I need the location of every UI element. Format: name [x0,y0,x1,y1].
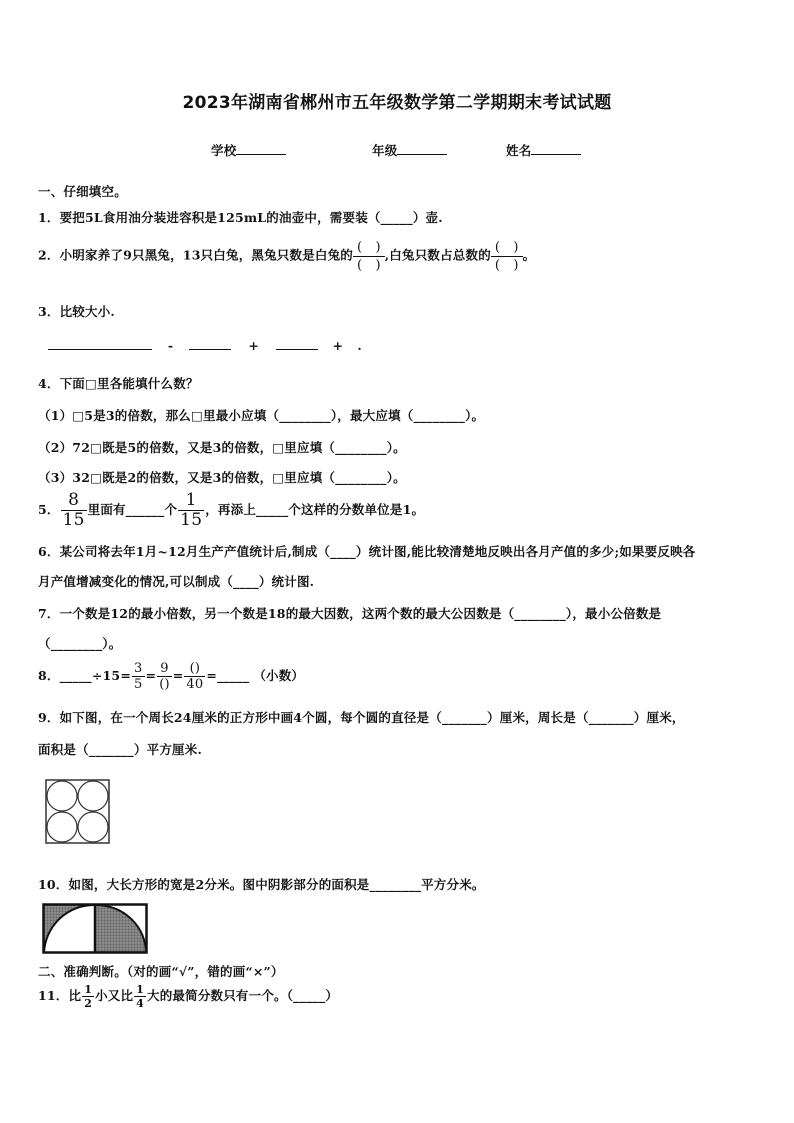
q8-tail: （小数） [253,668,305,683]
question-1: 1．要把5L食用油分装进容积是125mL的油壶中，需要装（_____）壶. [38,210,443,225]
q5-fraction-1-15: $\frac{1}{15}$ [180,490,203,530]
q2-part3: 。 [522,247,536,263]
school-blank[interactable] [236,142,286,155]
question-9-line-2: 面积是（_______）平方厘米. [38,742,203,757]
q5-text-1: 里面有______个 [87,502,178,517]
question-6-line-2: 月产值增减变化的情况,可以制成（____）统计图. [38,574,315,589]
q11-text-2: 小又比 [95,988,134,1003]
q11-text-1: 比 [68,988,82,1003]
q11-number: 11． [38,988,69,1003]
grade-field[interactable] [372,141,447,159]
question-4: 4．下面□里各能填什么数？ [38,376,199,391]
q3-blank-3[interactable] [276,337,318,350]
question-4-2: （2）72□既是5的倍数，又是3的倍数，□里应填（________）。 [38,440,406,455]
q2-part1: 2．小明家养了9只黑兔，13只白兔，黑兔只数是白兔的 [38,247,353,263]
q8-number: 8． [38,668,60,683]
question-2 [38,240,535,272]
question-4-1: （1）□5是3的倍数，那么□里最小应填（________），最大应填（________）。 [38,408,485,423]
q8-fraction-3-5: $\frac{3}{5}$ [134,661,143,692]
section-2-heading: 二、准确判断。（对的画“√”，错的画“×”） [38,964,284,979]
q2-part2: ,白兔只数占总数的 [384,247,491,263]
q8-div: ÷15= [91,668,132,683]
q2-fraction-2[interactable]: $\frac{( )}{( )}$ [491,240,523,272]
question-9-line-1: 9．如下图，在一个周长24厘米的正方形中画4个圆，每个圆的直径是（_______）厘米，周长是（_______）厘米， [38,710,685,725]
q5-fraction-8-15: $\frac{8}{15}$ [62,490,85,530]
q3-dot: . [357,338,362,353]
question-5 [38,492,424,529]
question-10: 10．如图，大长方形的宽是2分米。图中阴影部分的面积是________平方分米。 [38,877,485,892]
question-3: 3．比较大小. [38,304,115,319]
q11-fraction-1-2: $\frac{1}{2}$ [84,983,93,1010]
q8-equals-2: = [172,668,184,683]
q8-equals-3: = [206,668,218,683]
q5-number: 5． [38,502,60,517]
q3-minus: - [167,338,174,353]
grade-label: 年级 [372,143,398,158]
q8-blank-2[interactable]: _____ [217,668,250,683]
q8-fraction-blank-40[interactable]: $\frac{()}{40}$ [186,661,204,692]
page-title: 2023年湖南省郴州市五年级数学第二学期期末考试试题 [182,93,612,113]
q3-plus-1: + [248,338,260,353]
school-label: 学校 [211,143,237,158]
question-7-line-1: 7．一个数是12的最小倍数，另一个数是18的最大因数，这两个数的最大公因数是（________），最小公倍数是 [38,606,662,621]
school-field[interactable] [211,141,286,159]
q9-circles-figure [45,779,111,845]
question-11 [38,984,338,1009]
question-6-line-1: 6．某公司将去年1月~12月生产产值统计后,制成（____）统计图,能比较清楚地反映出各月产值的多少;如果要反映各 [38,544,696,559]
grade-blank[interactable] [397,142,447,155]
q8-fraction-9-blank[interactable]: $\frac{9}{()}$ [159,661,170,692]
q3-blank-2[interactable] [189,337,231,350]
question-7-line-2: （________）。 [38,636,122,651]
q3-blank-1[interactable] [48,337,152,350]
q3-compare-row [48,337,362,353]
section-1-heading: 一、仔细填空。 [38,184,127,199]
q8-equals-1: = [145,668,157,683]
question-4-3: （3）32□既是2的倍数，又是3的倍数，□里应填（________）。 [38,470,406,485]
name-field[interactable] [506,141,581,159]
q3-plus-2: + [332,338,344,353]
q8-blank-1[interactable]: _____ [59,668,92,683]
question-8 [38,662,304,691]
q10-shaded-figure [42,903,150,955]
q5-text-2: ，再添上_____个这样的分数单位是1。 [205,502,425,517]
name-label: 姓名 [506,143,532,158]
name-blank[interactable] [531,142,581,155]
q2-fraction-1[interactable]: $\frac{( )}{( )}$ [353,240,385,272]
q11-fraction-1-4: $\frac{1}{4}$ [136,983,145,1010]
q11-text-3: 大的最简分数只有一个。（_____） [147,988,339,1003]
